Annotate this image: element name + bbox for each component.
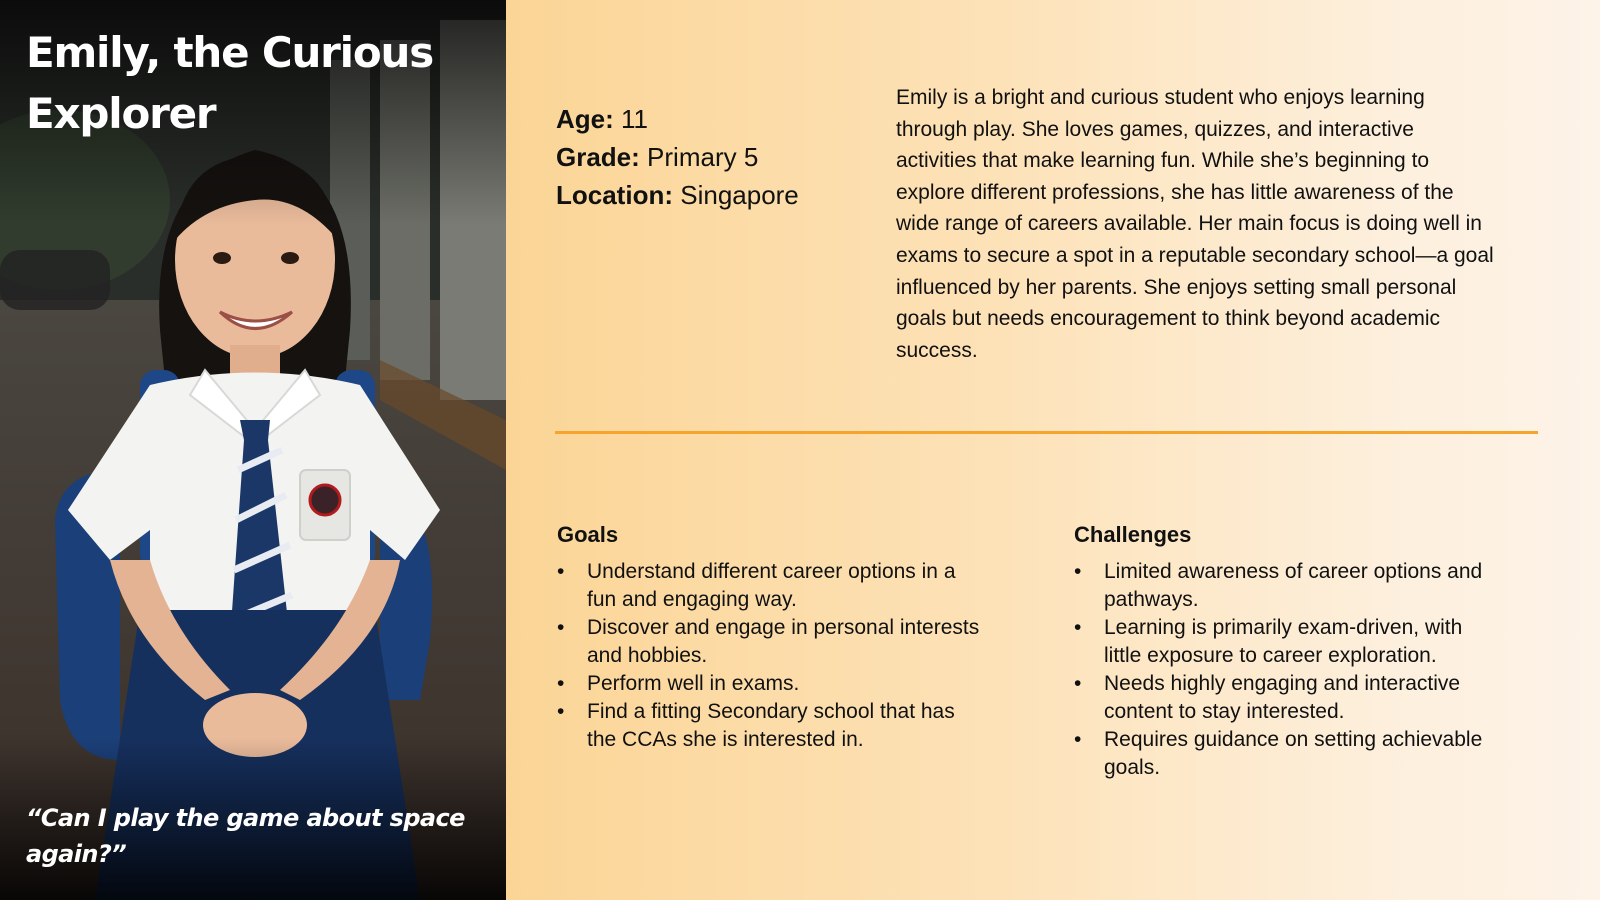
- list-item: [1074, 670, 1504, 726]
- fact-location: [556, 176, 799, 214]
- list-item: [557, 614, 987, 670]
- goal-text: Understand different career options in a fun and engaging way.: [587, 560, 956, 611]
- challenge-text: Requires guidance on setting achievable goals.: [1104, 728, 1483, 779]
- challenge-text: Learning is primarily exam-driven, with little exposure to career exploration.: [1104, 616, 1463, 667]
- bullet-icon: •: [557, 672, 565, 695]
- fact-location-label: Location:: [556, 180, 673, 210]
- bullet-icon: •: [1074, 616, 1082, 639]
- challenge-text: Needs highly engaging and interactive content to stay interested.: [1104, 672, 1461, 723]
- bullet-icon: •: [557, 700, 565, 723]
- challenges-heading: Challenges: [1074, 522, 1192, 547]
- fact-age: [556, 100, 799, 138]
- bullet-icon: •: [1074, 672, 1082, 695]
- list-item: [1074, 614, 1504, 670]
- list-item: [1074, 726, 1504, 782]
- list-item: [557, 670, 987, 698]
- fact-age-label: Age:: [556, 104, 614, 134]
- persona-details-panel: [506, 0, 1600, 900]
- bullet-icon: •: [557, 560, 565, 583]
- persona-title: Emily, the Curious Explorer: [26, 28, 434, 138]
- bullet-icon: •: [557, 616, 565, 639]
- list-item: [1074, 558, 1504, 614]
- fact-grade-value: Primary 5: [647, 142, 759, 172]
- persona-quote: “Can I play the game about space again?”: [26, 804, 465, 868]
- bullet-icon: •: [1074, 728, 1082, 751]
- list-item: [557, 558, 987, 614]
- goal-text: Find a fitting Secondary school that has the CCAs she is interested in.: [587, 700, 955, 751]
- fact-grade: [556, 138, 799, 176]
- fact-grade-label: Grade:: [556, 142, 640, 172]
- goal-text: Perform well in exams.: [587, 672, 800, 695]
- goals-section: [557, 520, 987, 754]
- fact-age-value: 11: [621, 104, 649, 134]
- challenges-section: [1074, 520, 1504, 782]
- persona-photo-panel: [0, 0, 506, 900]
- persona-bio: Emily is a bright and curious student who enjoys learning through play. She loves games, quizzes, and interactive activities that make learning fun. While she’s beginning to explore different professions, she has little awareness of the wide range of careers available. Her main focus is doing well in exams to secure a spot in a reputable secondary school—a goal influenced by her parents. She enjoys setting small personal goals but needs encouragement to think beyond academic success.: [896, 86, 1494, 362]
- section-divider: [555, 431, 1538, 434]
- list-item: [557, 698, 987, 754]
- challenges-list: [1074, 558, 1504, 782]
- fact-location-value: Singapore: [680, 180, 799, 210]
- goals-list: [557, 558, 987, 754]
- goals-heading: Goals: [557, 522, 619, 547]
- persona-facts: [556, 100, 799, 214]
- bullet-icon: •: [1074, 560, 1082, 583]
- goal-text: Discover and engage in personal interests and hobbies.: [587, 616, 980, 667]
- challenge-text: Limited awareness of career options and pathways.: [1104, 560, 1483, 611]
